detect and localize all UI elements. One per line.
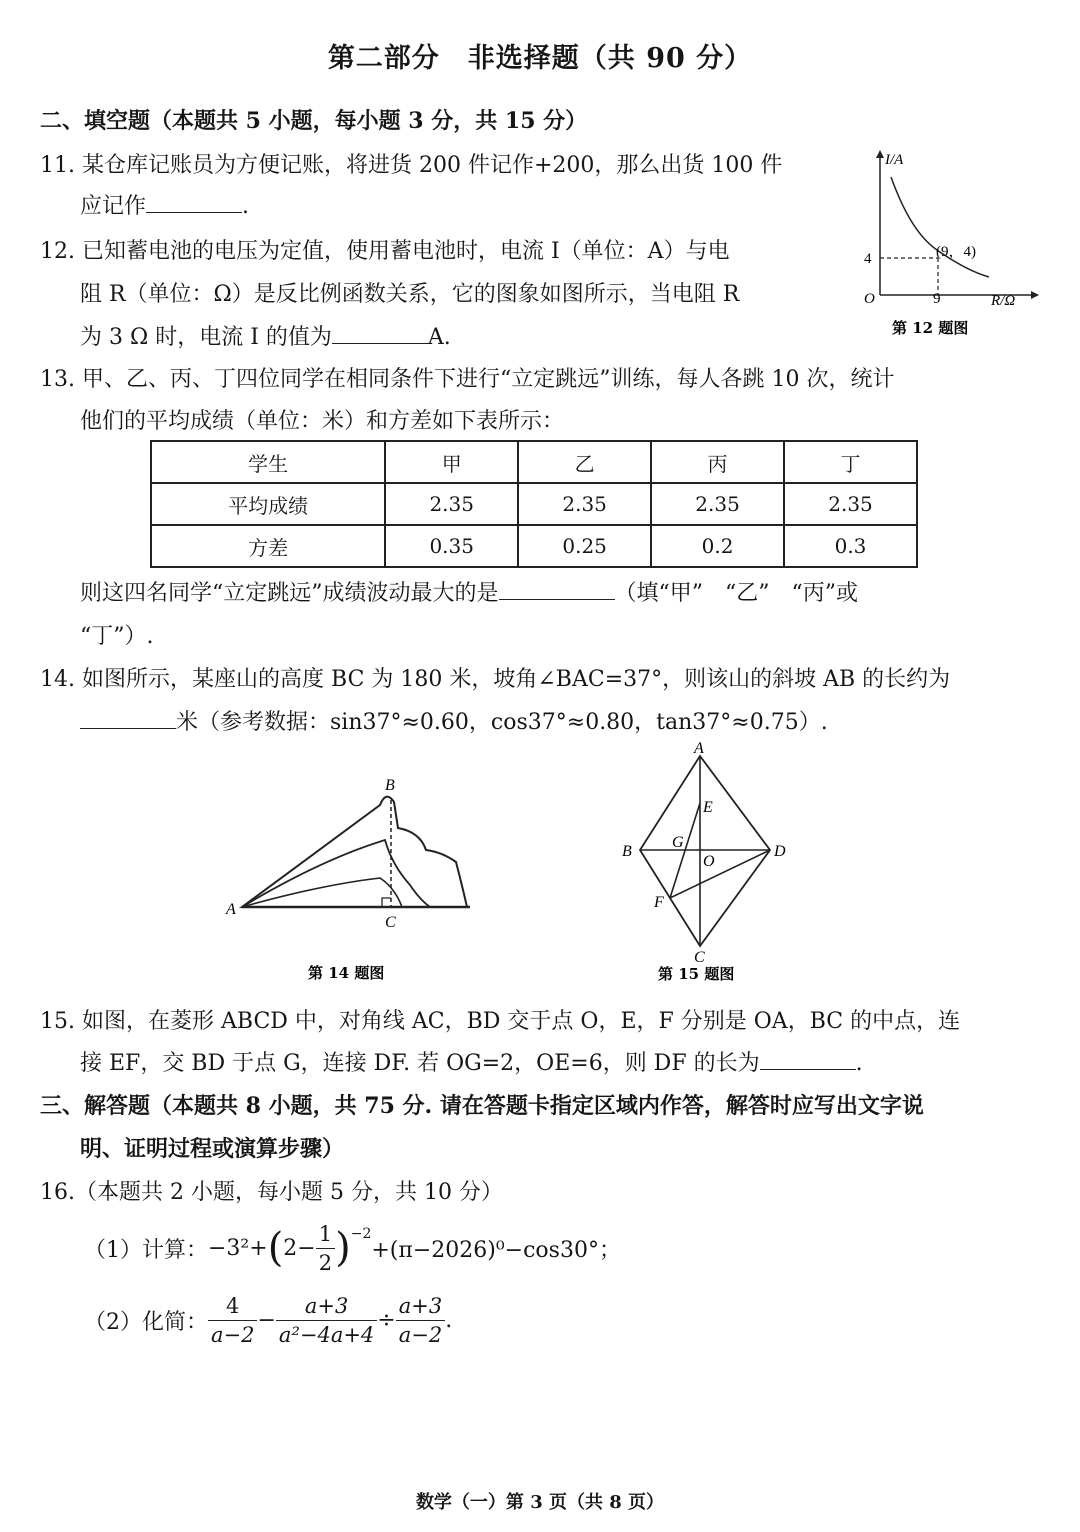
q13-answer-blank[interactable]: [499, 579, 615, 600]
table-header-cell: 学生: [151, 441, 385, 483]
q14-text2: 米（参考数据：sin37°≈0.60，cos37°≈0.80，tan37°≈0.75）.: [176, 710, 828, 735]
q16-p2-op2: ÷: [377, 1307, 396, 1333]
q16-intro: （本题共 2 小题，每小题 5 分，共 10 分）: [75, 1180, 503, 1205]
q13-number: 13.: [40, 367, 75, 392]
q16-p2-fraction-2: [276, 1292, 377, 1349]
q14-label-a: A: [226, 901, 236, 918]
q12-y-tick: 4: [864, 251, 872, 267]
table-cell: 2.35: [651, 483, 784, 525]
q16-p2-label: （2）化简：: [84, 1309, 208, 1335]
q15-label-c: C: [694, 949, 705, 966]
q14-ridge-1: [242, 840, 430, 907]
q13-after-line1: [80, 576, 858, 607]
q16-p1-inner-pre: 2−: [283, 1235, 316, 1261]
q12-text1: 已知蓄电池的电压为定值，使用蓄电池时，电流 I（单位：A）与电: [82, 239, 730, 264]
section3-heading-line2: 明、证明过程或演算步骤）: [80, 1136, 345, 1162]
table-header-cell: 甲: [385, 441, 518, 483]
part-title: 第二部分 非选择题（共 90 分）: [327, 43, 753, 74]
q14-figure: [220, 770, 490, 990]
section2-heading: 二、填空题（本题共 5 小题，每小题 3 分，共 15 分）: [40, 108, 588, 134]
q16-part1: [84, 1218, 621, 1278]
q15-caption: 第 15 题图: [658, 965, 735, 983]
fraction-numerator: 1: [316, 1220, 335, 1249]
q14-line1: [40, 662, 950, 693]
q14-mountain-outline: [242, 797, 467, 907]
q11-text: 某仓库记账员为方便记账，将进货 200 件记作+200，那么出货 100 件: [82, 153, 783, 178]
q12-x-tick: 9: [933, 291, 941, 307]
fraction-denominator: 2: [318, 1250, 333, 1275]
page-footer: 数学（一）第 3 页（共 8 页）: [415, 1492, 665, 1513]
table-cell: 2.35: [784, 483, 917, 525]
fraction-numerator: a+3: [276, 1292, 377, 1321]
q13-line2: 他们的平均成绩（单位：米）和方差如下表所示：: [80, 409, 565, 434]
q12-text3-pre: 为 3 Ω 时，电流 I 的值为: [80, 325, 332, 350]
q16-part2: [84, 1288, 452, 1352]
table-cell: 2.35: [385, 483, 518, 525]
q12-graph: [845, 140, 1045, 345]
q16-p2-end: .: [445, 1307, 453, 1333]
table-cell: 平均成绩: [151, 483, 385, 525]
table-cell: 0.25: [518, 525, 651, 567]
table-cell: 0.2: [651, 525, 784, 567]
q16-p1-post: +(π−2026)⁰−cos30°；: [371, 1237, 621, 1263]
table-row: [151, 483, 917, 525]
q16-p2-op1: −: [257, 1307, 276, 1333]
q12-caption: 第 12 题图: [892, 319, 969, 337]
q16-p1-label: （1）计算：: [84, 1237, 208, 1263]
q15-label-a: A: [694, 740, 704, 757]
table-row: [151, 441, 917, 483]
q14-answer-blank[interactable]: [80, 708, 176, 729]
q15-label-g: G: [672, 834, 684, 851]
q16-intro-line: [40, 1175, 503, 1206]
q15-answer-blank[interactable]: [760, 1049, 856, 1070]
fraction-numerator: a+3: [396, 1292, 445, 1321]
q15-rhombus: [640, 756, 770, 946]
q13-after-pre: 则这四名同学“立定跳远”成绩波动最大的是: [80, 581, 499, 606]
q12-answer-blank[interactable]: [332, 323, 428, 344]
q12-text3-post: A.: [427, 325, 451, 350]
table-cell: 0.35: [385, 525, 518, 567]
table-header-cell: 丁: [784, 441, 917, 483]
q14-text1: 如图所示，某座山的高度 BC 为 180 米，坡角∠BAC=37°，则该山的斜坡 AB 的长约为: [82, 667, 951, 692]
q15-label-f: F: [654, 894, 664, 911]
fraction-denominator: a²−4a+4: [278, 1322, 375, 1347]
fraction-denominator: a−2: [398, 1322, 443, 1347]
q15-segment-df: [670, 850, 770, 898]
q12-y-arrow: [876, 150, 884, 158]
table-cell: 0.3: [784, 525, 917, 567]
fraction-numerator: 4: [208, 1292, 257, 1321]
q11-number: 11.: [40, 153, 75, 178]
q13-text1: 甲、乙、丙、丁四位同学在相同条件下进行“立定跳远”训练，每人各跳 10 次，统计: [82, 367, 895, 392]
section3-heading-line1: 三、解答题（本题共 8 小题，共 75 分. 请在答题卡指定区域内作答，解答时应写出文字说: [40, 1093, 924, 1119]
table-cell: 2.35: [518, 483, 651, 525]
q11-text-post: .: [242, 194, 250, 219]
q11-text-pre: 应记作: [80, 194, 147, 219]
q14-right-angle: [382, 898, 391, 907]
q15-label-d: D: [774, 843, 786, 860]
q16-p2-fraction-3: [396, 1292, 445, 1349]
q11-line2: [80, 189, 249, 220]
q12-number: 12.: [40, 239, 75, 264]
q15-line1: [40, 1004, 960, 1035]
q12-line3: [80, 320, 451, 351]
q16-p1-pre: −3²+: [208, 1235, 268, 1261]
q13-line1: [40, 362, 894, 393]
table-header-cell: 丙: [651, 441, 784, 483]
q12-point-label: (9，4): [936, 244, 976, 260]
q12-line2: 阻 R（单位：Ω）是反比例函数关系，它的图象如图所示，当电阻 R: [80, 282, 740, 307]
q13-after-post: （填“甲” “乙” “丙”或: [614, 581, 858, 606]
q14-line2: [80, 705, 828, 736]
q11-answer-blank[interactable]: [146, 192, 242, 213]
q12-line1: [40, 234, 730, 265]
q15-text2-post: .: [855, 1051, 863, 1076]
table-header-cell: 乙: [518, 441, 651, 483]
q14-label-c: C: [385, 914, 396, 931]
q16-p1-fraction: [316, 1220, 335, 1277]
q14-label-b: B: [385, 777, 395, 794]
q12-origin: O: [864, 291, 875, 307]
q13-table: [150, 440, 918, 568]
q15-line2: [80, 1046, 863, 1077]
q16-p2-fraction-1: [208, 1292, 257, 1349]
q13-after-line2: “丁”）.: [80, 624, 154, 649]
q12-y-label: I/A: [885, 152, 904, 168]
q11-line1: [40, 148, 782, 179]
table-cell: 方差: [151, 525, 385, 567]
q16-number: 16.: [40, 1180, 75, 1205]
q12-x-arrow: [1031, 291, 1039, 299]
q15-label-o: O: [703, 853, 715, 870]
table-row: [151, 525, 917, 567]
q15-number: 15.: [40, 1009, 75, 1034]
q15-label-e: E: [703, 799, 713, 816]
q12-x-label: R/Ω: [991, 293, 1016, 309]
q15-text2-pre: 接 EF，交 BD 于点 G，连接 DF. 若 OG=2，OE=6，则 DF 的长为: [80, 1051, 760, 1076]
fraction-denominator: a−2: [211, 1322, 255, 1347]
q14-number: 14.: [40, 667, 75, 692]
q16-p1-paren-close: ): [335, 1225, 351, 1271]
q12-curve: [891, 177, 989, 277]
q15-figure: [610, 736, 790, 990]
q16-p1-paren-open: (: [267, 1225, 284, 1271]
q15-text1: 如图，在菱形 ABCD 中，对角线 AC，BD 交于点 O，E，F 分别是 OA，BC 的中点，连: [82, 1009, 961, 1034]
q16-p1-exponent: −2: [350, 1226, 372, 1242]
q15-label-b: B: [622, 843, 632, 860]
q14-caption: 第 14 题图: [308, 964, 385, 982]
